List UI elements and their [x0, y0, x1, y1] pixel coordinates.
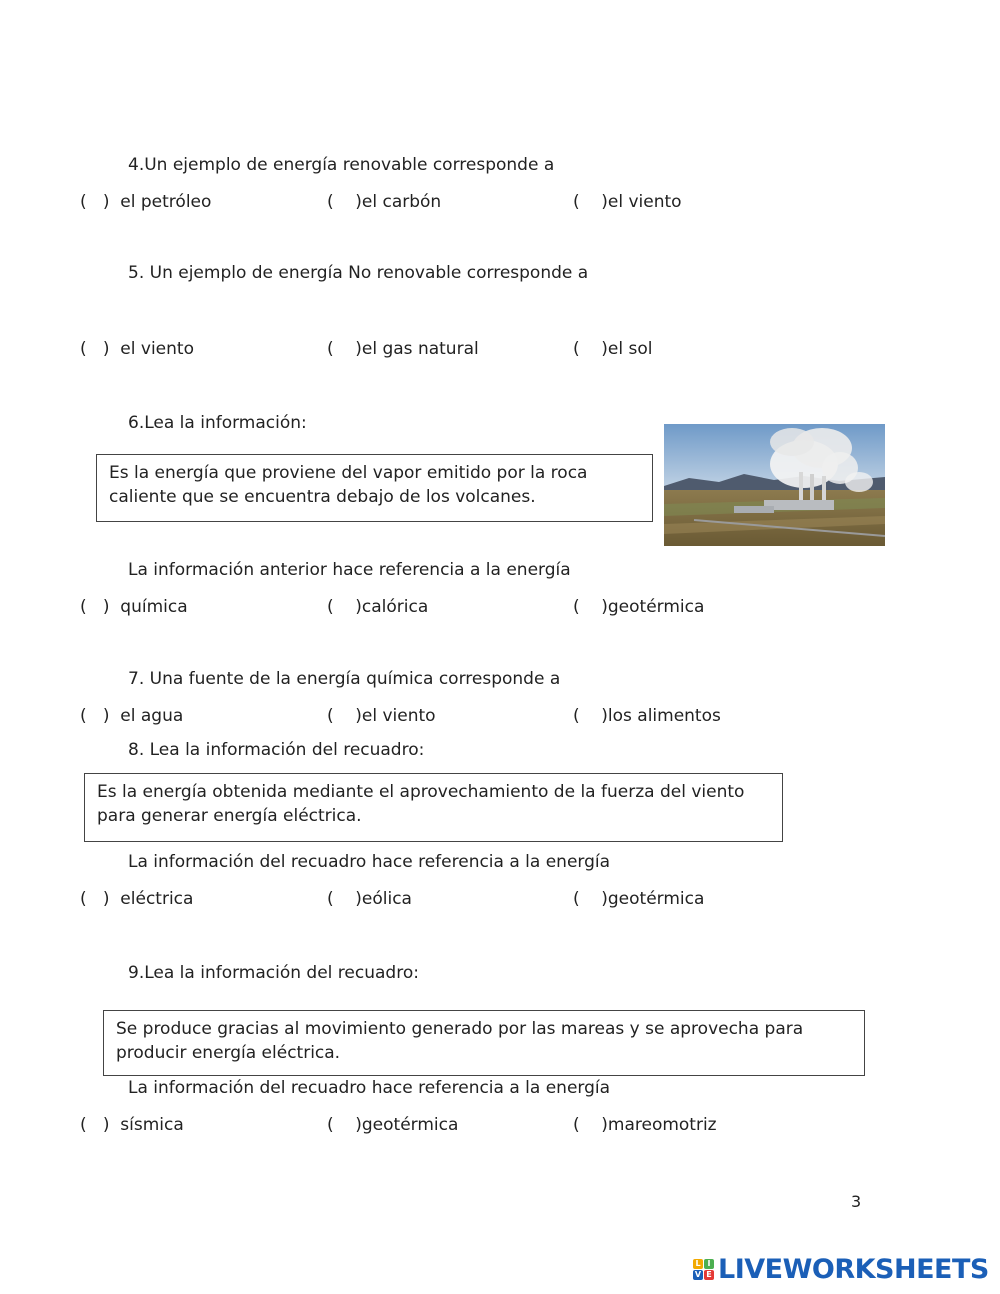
q6-prompt: 6.Lea la información: — [128, 413, 307, 433]
q5-option-a[interactable]: ( ) el viento — [80, 339, 194, 359]
q8-option-b[interactable]: ( )eólica — [327, 889, 412, 909]
q4-prompt: 4.Un ejemplo de energía renovable corresponde a — [128, 155, 555, 175]
option-label: química — [120, 597, 188, 617]
q5-option-c[interactable]: ( )el sol — [573, 339, 653, 359]
option-label: eléctrica — [120, 889, 194, 909]
option-label: geotérmica — [607, 597, 705, 617]
option-label: el petróleo — [120, 192, 212, 212]
option-label: el viento — [120, 339, 194, 359]
option-label: mareomotriz — [607, 1115, 717, 1135]
q9-option-c[interactable]: ( )mareomotriz — [573, 1115, 717, 1135]
option-label: el viento — [607, 192, 682, 212]
info-line: caliente que se encuentra debajo de los volcanes. — [109, 487, 536, 507]
option-label: el viento — [361, 706, 436, 726]
q4-option-a[interactable]: ( ) el petróleo — [80, 192, 212, 212]
q6-option-b[interactable]: ( )calórica — [327, 597, 429, 617]
q6-option-c[interactable]: ( )geotérmica — [573, 597, 705, 617]
option-label: geotérmica — [607, 889, 705, 909]
q4-option-c[interactable]: ( )el viento — [573, 192, 682, 212]
info-line: Se produce gracias al movimiento generado por las mareas y se aprovecha para — [116, 1019, 804, 1039]
q8-prompt: 8. Lea la información del recuadro: — [128, 740, 425, 760]
option-label: el sol — [607, 339, 653, 359]
q9-prompt: 9.Lea la información del recuadro: — [128, 963, 419, 983]
q7-option-a[interactable]: ( ) el agua — [80, 706, 184, 726]
option-label: el agua — [120, 706, 184, 726]
q6-option-a[interactable]: ( ) química — [80, 597, 188, 617]
q7-prompt: 7. Una fuente de la energía química corresponde a — [128, 669, 561, 689]
option-label: los alimentos — [607, 706, 721, 726]
q8-info-box — [84, 773, 783, 842]
option-label: geotérmica — [361, 1115, 459, 1135]
q8-option-c[interactable]: ( )geotérmica — [573, 889, 705, 909]
q9-info-box — [103, 1010, 865, 1076]
logo-mark-icon: L I V E — [693, 1259, 714, 1280]
option-label: el carbón — [361, 192, 442, 212]
option-label: eólica — [361, 889, 412, 909]
q8-option-a[interactable]: ( ) eléctrica — [80, 889, 194, 909]
q7-option-b[interactable]: ( )el viento — [327, 706, 436, 726]
q5-option-b[interactable]: ( )el gas natural — [327, 339, 479, 359]
q9-option-b[interactable]: ( )geotérmica — [327, 1115, 459, 1135]
q5-prompt: 5. Un ejemplo de energía No renovable corresponde a — [128, 263, 589, 283]
info-line: Es la energía obtenida mediante el aprovechamiento de la fuerza del viento — [97, 782, 745, 802]
q6-question: La información anterior hace referencia a la energía — [128, 560, 571, 580]
liveworksheets-logo[interactable] — [693, 1254, 989, 1284]
q9-question: La información del recuadro hace referencia a la energía — [128, 1078, 611, 1098]
geothermal-plant-photo — [664, 424, 885, 546]
q9-option-a[interactable]: ( ) sísmica — [80, 1115, 184, 1135]
logo-text: LIVEWORKSHEETS — [718, 1253, 989, 1285]
page-number: 3 — [851, 1192, 862, 1211]
info-line: para generar energía eléctrica. — [97, 806, 362, 826]
option-label: calórica — [361, 597, 429, 617]
q4-option-b[interactable]: ( )el carbón — [327, 192, 442, 212]
q6-info-box — [96, 454, 653, 522]
info-line: Es la energía que proviene del vapor emitido por la roca — [109, 463, 588, 483]
q8-question: La información del recuadro hace referencia a la energía — [128, 852, 611, 872]
option-label: el gas natural — [361, 339, 479, 359]
q7-option-c[interactable]: ( )los alimentos — [573, 706, 721, 726]
option-label: sísmica — [120, 1115, 184, 1135]
info-line: producir energía eléctrica. — [116, 1043, 341, 1063]
